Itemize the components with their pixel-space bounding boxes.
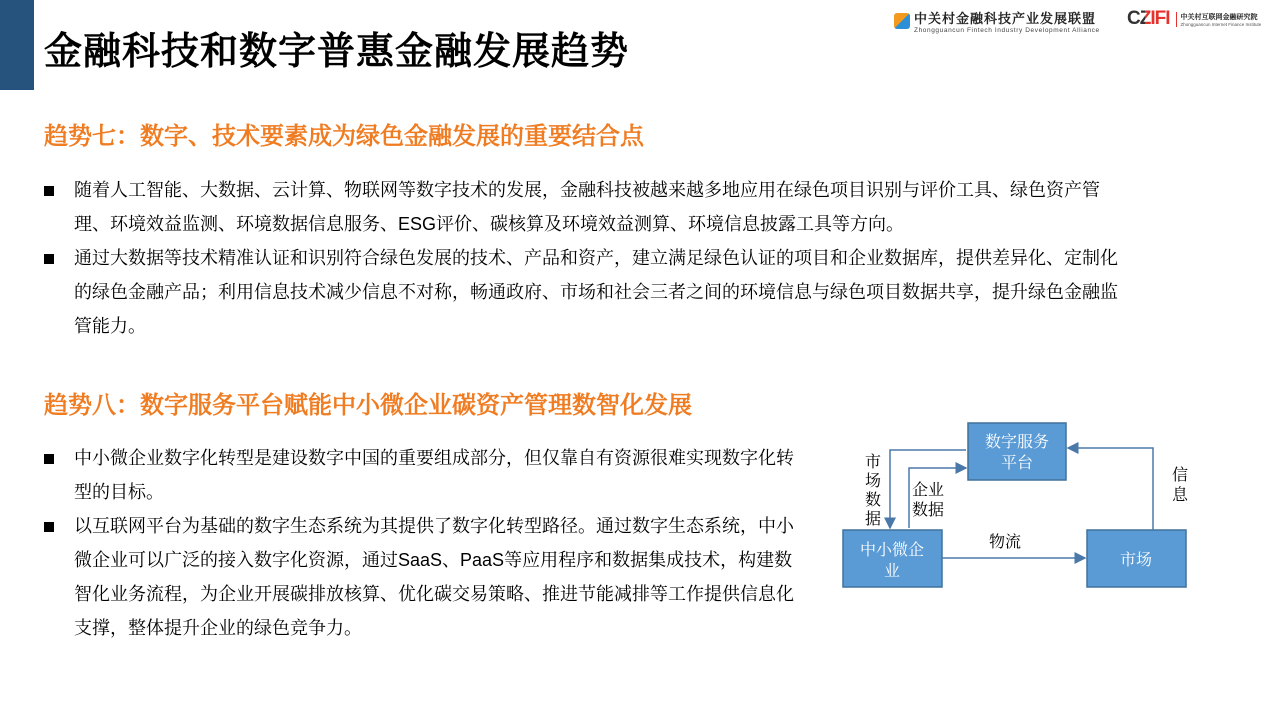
info-label: 信 [1171, 467, 1189, 484]
bullet-text: 随着人工智能、大数据、云计算、物联网等数字技术的发展，金融科技被越来越多地应用在绿色项目识别与评价工具、绿色资产管理、环境效益监测、环境数据信息服务、ESG评价、碳核算及环境效益测算、环境信息披露工具等方向。 [74, 180, 1100, 234]
sme-label: 业 [883, 563, 901, 580]
platform-label: 平台 [1000, 455, 1034, 472]
section-title-trend7: 趋势七：数字、技术要素成为绿色金融发展的重要结合点 [44, 123, 644, 150]
sme-label: 中小微企 [859, 542, 925, 559]
logistics-label: 物流 [988, 534, 1022, 551]
bullet-text: 中小微企业数字化转型是建设数字中国的重要组成部分，但仅靠自有资源很难实现数字化转型的目标。 [74, 448, 794, 502]
czifi-name-cn: 中关村互联网金融研究院 [1180, 13, 1258, 21]
info-label: 息 [1171, 487, 1189, 504]
page-title: 金融科技和数字普惠金融发展趋势 [44, 31, 630, 73]
enterprise-data-label: 企业 [911, 482, 945, 499]
alliance-name-en: Zhongguancun Fintech Industry Development Alliance [914, 27, 1100, 34]
enterprise-data-label: 数据 [911, 502, 945, 519]
czifi-name-en: Zhongguancun Internet Finance Institute [1180, 21, 1262, 27]
czifi-mark: CZIFI [1127, 8, 1170, 29]
market-data-label: 市 [864, 454, 882, 471]
market-data-label: 场 [864, 473, 882, 490]
market-data-label: 数 [864, 492, 882, 509]
market-data-label: 据 [864, 511, 882, 528]
bullet-text: 通过大数据等技术精准认证和识别符合绿色发展的技术、产品和资产，建立满足绿色认证的项目和企业数据库，提供差异化、定制化的绿色金融产品；利用信息技术减少信息不对称，畅通政府、市场和社会三者之间的环境信息与绿色项目数据共享，提升绿色金融监管能力。 [74, 248, 1118, 336]
market-label: 市场 [1119, 552, 1153, 569]
platform-label: 数字服务 [984, 434, 1050, 451]
alliance-name-cn: 中关村金融科技产业发展联盟 [914, 11, 1097, 26]
bullet-text: 以互联网平台为基础的数字生态系统为其提供了数字化转型路径。通过数字生态系统，中小微企业可以广泛的接入数字化资源，通过SaaS、PaaS等应用程序和数据集成技术，构建数智化业务流程，为企业开展碳排放核算、优化碳交易策略、推进节能减排等工作提供信息化支撑，整体提升企业的绿色竞争力。 [74, 516, 794, 638]
section-title-trend8: 趋势八：数字服务平台赋能中小微企业碳资产管理数智化发展 [44, 392, 692, 419]
info-arrow [1068, 448, 1153, 530]
